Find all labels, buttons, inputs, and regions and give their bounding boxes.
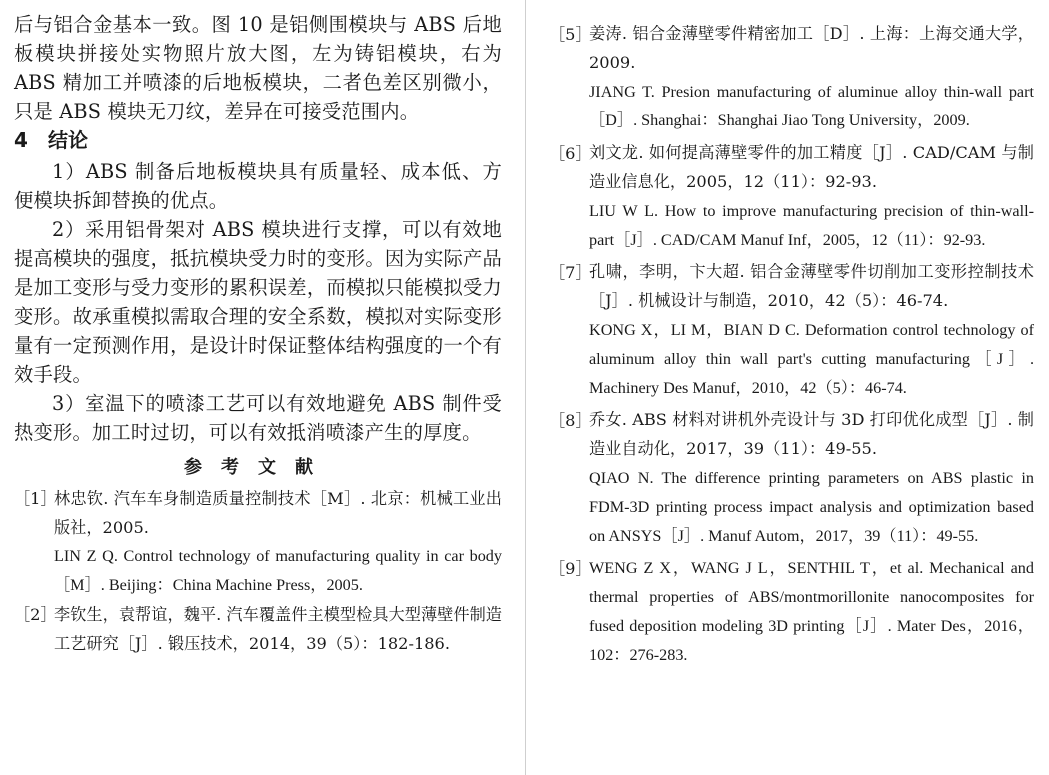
reference-item xyxy=(14,600,502,658)
reference-en: QIAO N. The difference printing parameters on ABS plastic in FDM-3D printing process impact analysis and optimization based on ANSYS［J］. Manuf Autom，2017，39（11）：49-55. xyxy=(589,468,1034,545)
reference-item xyxy=(549,406,1034,550)
conclusion-1: 1）ABS 制备后地板模块具有质量轻、成本低、方便模块拆卸替换的优点。 xyxy=(14,160,502,212)
reference-number: ［9］ xyxy=(549,559,592,579)
conclusion-3: 3）室温下的喷漆工艺可以有效地避免 ABS 制件受热变形。加工时过切，可以有效抵消喷漆产生的厚度。 xyxy=(14,392,502,444)
reference-item xyxy=(14,484,502,600)
section-title: 结论 xyxy=(48,128,88,152)
reference-item xyxy=(549,258,1034,402)
section-number: 4 xyxy=(14,128,28,152)
right-column xyxy=(549,0,1034,670)
reference-number: ［1］ xyxy=(14,489,57,508)
reference-cn: 刘文龙. 如何提高薄壁零件的加工精度［J］. CAD/CAM 与制造业信息化，2005，12（11）：92-93. xyxy=(589,143,1034,191)
column-divider xyxy=(525,0,526,775)
reference-cn: 林忠钦. 汽车车身制造质量控制技术［M］. 北京：机械工业出版社，2005. xyxy=(54,489,502,537)
reference-en: LIU W L. How to improve manufacturing precision of thin-wall-part［J］. CAD/CAM Manuf Inf，2005，12（11）：92-93. xyxy=(589,201,1034,249)
reference-cn: 姜涛. 铝合金薄壁零件精密加工［D］. 上海：上海交通大学，2009. xyxy=(589,24,1034,72)
reference-item xyxy=(549,139,1034,254)
reference-en: LIN Z Q. Control technology of manufacturing quality in car body［M］. Beijing：China Machine Press，2005. xyxy=(54,547,502,594)
reference-number: ［5］ xyxy=(549,25,592,44)
reference-item xyxy=(549,554,1034,669)
reference-number: ［8］ xyxy=(549,411,592,431)
conclusion-2: 2）采用铝骨架对 ABS 模块进行支撑，可以有效地提高模块的强度，抵抗模块受力时的变形。因为实际产品是加工变形与受力变形的累积误差，而模拟只能模拟受力变形。故承重模拟需取合理的安全系数，模拟对实际变形量有一定预测作用，是设计时保证整体结构强度的一个有效手段。 xyxy=(14,218,502,386)
reference-number: ［7］ xyxy=(549,263,592,283)
reference-en: KONG X，LI M，BIAN D C. Deformation control technology of aluminum alloy thin wall part's cutting manufacturing［J］. Machinery Des Manuf，2010，42（5）：46-74. xyxy=(589,320,1034,397)
reference-cn: 李钦生，袁帮谊，魏平. 汽车覆盖件主模型检具大型薄壁件制造工艺研究［J］. 锻压技术，2014，39（5）：182-186. xyxy=(54,605,502,653)
reference-number: ［6］ xyxy=(549,144,592,164)
references-heading: 参考文献 xyxy=(184,457,332,478)
reference-number: ［2］ xyxy=(14,605,57,624)
reference-cn: 乔女. ABS 材料对讲机外壳设计与 3D 打印优化成型［J］. 制造业自动化，2017，39（11）：49-55. xyxy=(589,410,1034,459)
reference-item xyxy=(549,20,1034,135)
reference-cn: 孔啸，李明，卞大超. 铝合金薄壁零件切削加工变形控制技术［J］. 机械设计与制造，2010，42（5）：46-74. xyxy=(589,262,1034,311)
section-heading xyxy=(14,128,502,152)
intro-paragraph: 后与铝合金基本一致。图 10 是铝侧围模块与 ABS 后地板模块拼接处实物照片放大图，左为铸铝模块，右为 ABS 精加工并喷漆的后地板模块，二者色差区别微小，只是 ABS 模块无刀纹，差异在可接受范围内。 xyxy=(14,13,502,123)
reference-en: JIANG T. Presion manufacturing of aluminue alloy thin-wall part［D］. Shanghai：Shanghai Jiao Tong University，2009. xyxy=(589,82,1034,130)
reference-en: WENG Z X，WANG J L，SENTHIL T，et al. Mechanical and thermal properties of ABS/montmorillonite nanocomposites for fused deposition modeling 3D printing［J］. Mater Des，2016，102：276-283. xyxy=(589,559,1034,664)
left-column xyxy=(14,0,502,658)
